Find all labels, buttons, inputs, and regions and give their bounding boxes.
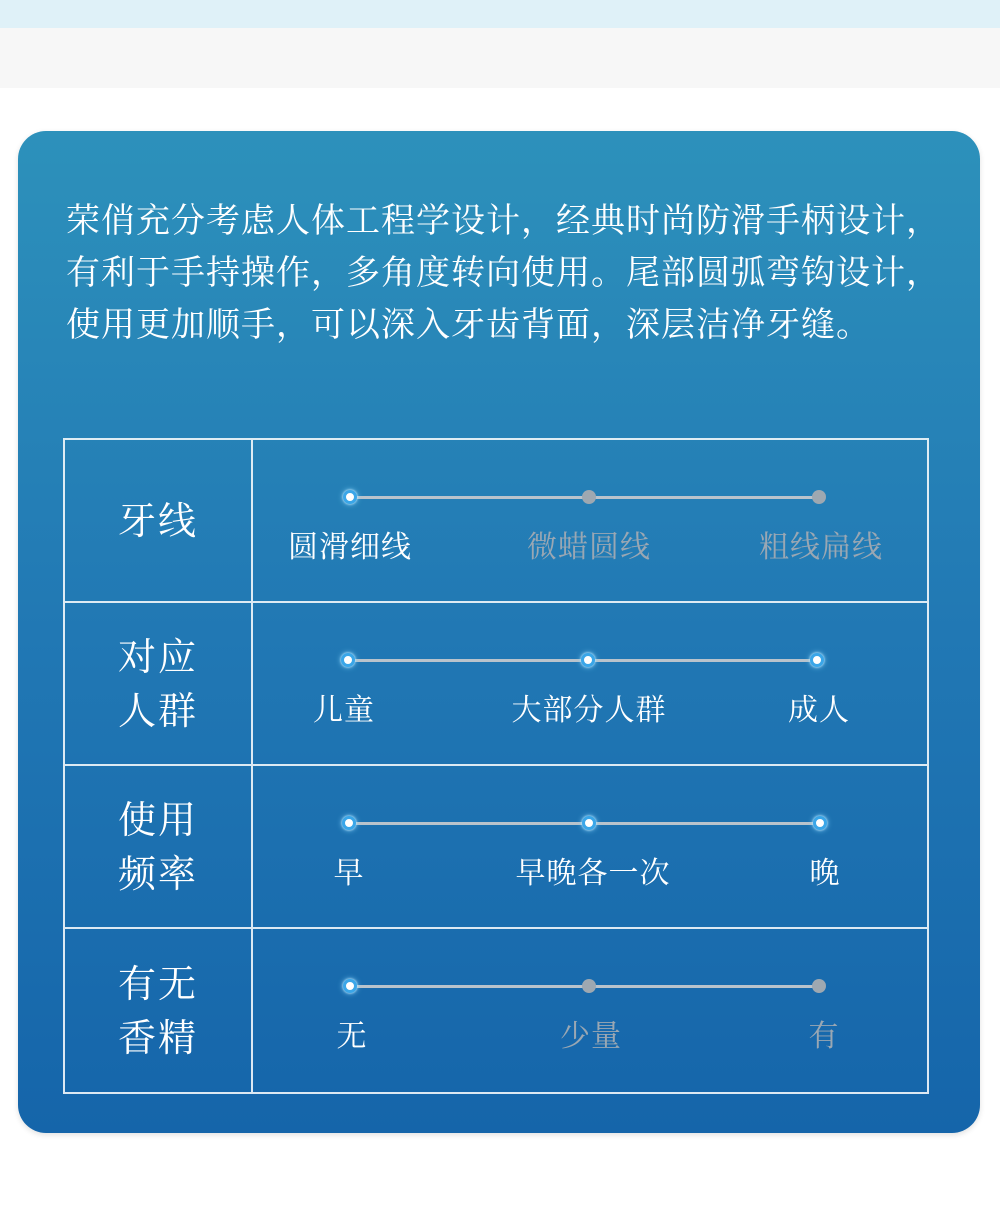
option-label: 大部分人群	[511, 693, 667, 728]
option-scale	[253, 929, 929, 1092]
row-label	[65, 603, 253, 764]
scale-dot-active	[810, 653, 824, 667]
row-label	[65, 929, 253, 1092]
top-decor-strip	[0, 0, 1000, 28]
table-row-target-users	[65, 603, 927, 766]
option-label: 圆滑细线	[288, 530, 412, 565]
scale-dot-inactive	[582, 979, 596, 993]
scale-dot-active	[581, 653, 595, 667]
option-label: 早晚各一次	[515, 856, 671, 891]
row-label-line1: 对应	[117, 634, 198, 679]
scale-dot-inactive	[582, 490, 596, 504]
comparison-table	[63, 438, 929, 1094]
option-label: 无	[336, 1019, 368, 1054]
row-label	[65, 440, 253, 601]
scale-dot-inactive	[812, 490, 826, 504]
table-row-fragrance	[65, 929, 927, 1092]
row-label-line1: 有无	[117, 961, 198, 1006]
scale-dot-inactive	[812, 979, 826, 993]
row-label-line1: 牙线	[117, 498, 198, 543]
option-label: 早	[333, 856, 365, 891]
scale-dot-active	[341, 653, 355, 667]
option-label: 微蜡圆线	[527, 530, 651, 565]
option-label: 粗线扁线	[759, 530, 883, 565]
table-row-usage-frequency	[65, 766, 927, 929]
option-label: 成人	[788, 693, 850, 728]
row-label-line1: 使用	[117, 797, 198, 842]
option-scale	[253, 440, 929, 601]
row-label	[65, 766, 253, 927]
intro-text: 荣俏充分考虑人体工程学设计，经典时尚防滑手柄设计，有利于手持操作，多角度转向使用。尾部圆弧弯钩设计，使用更加顺手，可以深入牙齿背面，深层洁净牙缝。	[66, 201, 941, 345]
top-decor-band	[0, 28, 1000, 88]
scale-dot-active	[342, 816, 356, 830]
scale-dot-active	[582, 816, 596, 830]
row-label-line2: 人群	[117, 688, 198, 733]
option-label: 有	[808, 1019, 840, 1054]
option-label: 儿童	[313, 693, 375, 728]
table-row-floss-type	[65, 440, 927, 603]
option-scale	[253, 603, 929, 764]
option-label: 少量	[560, 1019, 622, 1054]
row-label-line2: 频率	[117, 851, 198, 896]
scale-dot-active	[813, 816, 827, 830]
option-label: 晚	[809, 856, 841, 891]
scale-dot-active	[343, 979, 357, 993]
row-label-line2: 香精	[117, 1015, 198, 1060]
option-scale	[253, 766, 929, 927]
scale-dot-active	[343, 490, 357, 504]
feature-card	[18, 131, 980, 1133]
